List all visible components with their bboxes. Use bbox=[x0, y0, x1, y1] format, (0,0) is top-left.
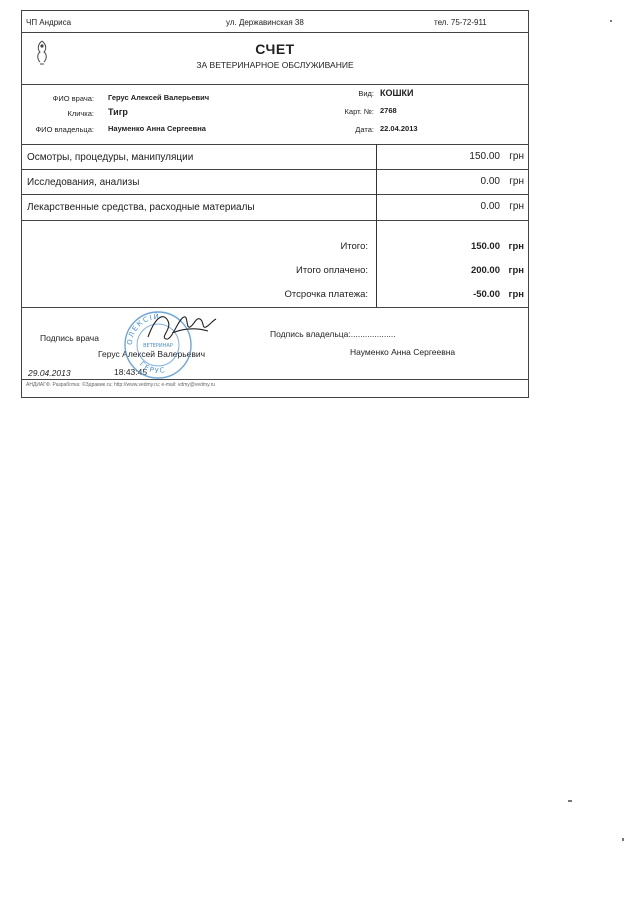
table-row bbox=[22, 170, 528, 195]
owner-signature-label bbox=[270, 329, 396, 339]
pet-label: Кличка: bbox=[67, 109, 94, 118]
date-label: Дата: bbox=[355, 125, 374, 134]
scan-speck bbox=[568, 800, 572, 802]
doctor-value: Герус Алексей Валерьевич bbox=[108, 93, 210, 102]
service-name: Осмотры, процедуры, манипуляции bbox=[27, 152, 194, 163]
services-table bbox=[22, 144, 528, 221]
deferral-currency: грн bbox=[508, 289, 524, 300]
owner-label: ФИО владельца: bbox=[35, 125, 94, 134]
pet-value: Тигр bbox=[108, 107, 128, 117]
service-currency: грн bbox=[509, 201, 524, 212]
divider bbox=[22, 379, 528, 380]
svg-text:ГЕРУС bbox=[138, 360, 167, 375]
invoice-header bbox=[22, 11, 528, 33]
print-time: 18:43:45 bbox=[114, 367, 148, 377]
deferral-label: Отсрочка платежа: bbox=[284, 289, 368, 300]
species-value: КОШКИ bbox=[380, 88, 414, 98]
total-amount: 150.00 bbox=[470, 241, 500, 252]
invoice-title: СЧЕТ bbox=[255, 41, 295, 57]
paid-label: Итого оплачено: bbox=[296, 265, 368, 276]
stamp-top-text: ОЛЕКСІЙ bbox=[125, 312, 161, 346]
signature-scribble-icon bbox=[142, 307, 222, 349]
owner-signature-dots: ................... bbox=[350, 329, 396, 339]
print-date: 29.04.2013 bbox=[28, 368, 71, 378]
total-row bbox=[22, 236, 528, 258]
total-label: Итого: bbox=[340, 241, 368, 252]
service-amount: 0.00 bbox=[480, 176, 500, 187]
scan-speck bbox=[610, 20, 612, 22]
owner-name-print: Науменко Анна Сергеевна bbox=[350, 347, 456, 357]
company-name: ЧП Андриса bbox=[26, 18, 72, 27]
table-row bbox=[22, 195, 528, 219]
invoice-document bbox=[21, 10, 529, 398]
stamp-bottom-text: ГЕРУС bbox=[138, 360, 167, 376]
owner-value: Науменко Анна Сергеевна bbox=[108, 124, 206, 133]
service-name: Лекарственные средства, расходные материалы bbox=[27, 202, 255, 213]
service-amount: 150.00 bbox=[469, 151, 500, 162]
scan-speck bbox=[622, 838, 624, 841]
doctor-signature-label: Подпись врача bbox=[40, 333, 99, 343]
species-label: Вид: bbox=[358, 89, 374, 98]
service-amount: 0.00 bbox=[480, 201, 500, 212]
software-footer: АНДИАГФ. Разработка: ©Здравие.ru; http://www.vedmy.ru; e-mail: vdmy@vedmy.ru bbox=[26, 382, 216, 388]
company-phone: тел. 75-72-911 bbox=[434, 18, 487, 27]
doctor-name-print: Герус Алексей Валерьевич bbox=[98, 349, 206, 359]
table-row bbox=[22, 145, 528, 170]
deferral-amount: -50.00 bbox=[473, 289, 500, 300]
card-value: 2768 bbox=[380, 106, 397, 115]
paid-amount: 200.00 bbox=[470, 265, 500, 276]
paid-currency: грн bbox=[508, 265, 524, 276]
owner-signature-text: Подпись владельца: bbox=[270, 329, 351, 339]
card-label: Карт. №: bbox=[344, 107, 374, 116]
deferral-row bbox=[22, 284, 528, 306]
date-value: 22.04.2013 bbox=[380, 124, 418, 133]
service-currency: грн bbox=[509, 176, 524, 187]
total-currency: грн bbox=[508, 241, 524, 252]
divider bbox=[22, 84, 528, 85]
invoice-subtitle: ЗА ВЕТЕРИНАРНОЕ ОБСЛУЖИВАНИЕ bbox=[196, 60, 354, 70]
stamp-inner-text: ВЕТЕРИНАР bbox=[143, 343, 173, 349]
service-currency: грн bbox=[509, 151, 524, 162]
paid-row bbox=[22, 260, 528, 282]
company-address: ул. Державинская 38 bbox=[226, 18, 304, 27]
doctor-label: ФИО врача: bbox=[52, 94, 94, 103]
service-name: Исследования, анализы bbox=[27, 177, 140, 188]
totals-block bbox=[22, 219, 528, 308]
